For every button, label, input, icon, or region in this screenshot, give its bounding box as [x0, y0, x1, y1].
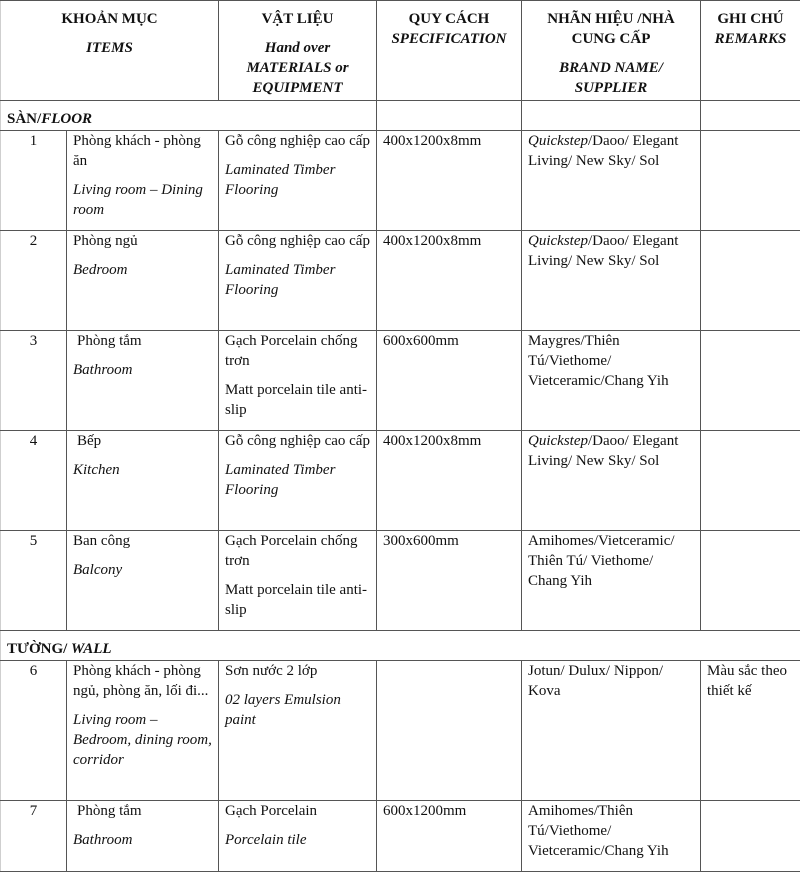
material-en: 02 layers Emulsion paint: [225, 692, 341, 728]
row-number: 4: [1, 431, 67, 531]
header-materials-en: Hand over MATERIALS or EQUIPMENT: [246, 40, 349, 96]
remarks-cell: [701, 801, 800, 872]
brand-text: Maygres/Thiên Tú/Viethome/ Vietceramic/Chang Yih: [528, 333, 669, 389]
material-en: Porcelain tile: [225, 832, 307, 848]
empty-cell: [522, 101, 701, 131]
remarks-cell: [701, 231, 800, 331]
item-cell: [67, 231, 219, 331]
item-vi: Ban công: [73, 533, 131, 549]
material-vi: Gỗ công nghiệp cao cấp: [225, 433, 370, 449]
header-materials: [219, 1, 377, 101]
row-number: 5: [1, 531, 67, 631]
brand-cell: [522, 801, 701, 872]
row-number: 2: [1, 231, 67, 331]
row-number: 6: [1, 661, 67, 801]
material-vi: Gạch Porcelain chống trơn: [225, 333, 358, 369]
table-row: [1, 131, 800, 231]
material-en: Laminated Timber Flooring: [225, 262, 336, 298]
section-title-vi: TƯỜNG/: [7, 641, 72, 657]
remarks-cell: [701, 131, 800, 231]
material-cell: [219, 131, 377, 231]
material-cell: [219, 431, 377, 531]
material-cell: [219, 661, 377, 801]
empty-cell: [701, 101, 800, 131]
header-items: [1, 1, 219, 101]
specification-cell: 400x1200x8mm: [377, 131, 522, 231]
item-en: Balcony: [73, 562, 123, 578]
brand-cell: [522, 531, 701, 631]
section-row-floor: [1, 101, 800, 131]
section-row-wall: [1, 631, 800, 661]
brand-text: /Daoo/ Elegant Living/ New Sky/ Sol: [528, 233, 679, 269]
specification-cell: [377, 661, 522, 801]
item-en: Bathroom: [73, 832, 133, 848]
empty-cell: [377, 101, 522, 131]
section-title-en: FLOOR: [41, 111, 93, 127]
specification-cell: 300x600mm: [377, 531, 522, 631]
item-cell: [67, 131, 219, 231]
item-cell: [67, 661, 219, 801]
specification-cell: 400x1200x8mm: [377, 231, 522, 331]
brand-italic: Quickstep: [528, 133, 588, 149]
header-items-en: ITEMS: [86, 40, 133, 56]
header-remarks-en: REMARKS: [714, 31, 787, 47]
header-brand-en: BRAND NAME/ SUPPLIER: [559, 60, 663, 96]
item-en: Bedroom: [73, 262, 128, 278]
brand-text: /Daoo/ Elegant Living/ New Sky/ Sol: [528, 133, 679, 169]
remarks-cell: Màu sắc theo thiết kế: [701, 661, 800, 801]
item-en: Living room – Bedroom, dining room, corridor: [73, 712, 212, 768]
table-row: [1, 231, 800, 331]
item-en: Living room – Dining room: [73, 182, 203, 218]
remarks-cell: [701, 531, 800, 631]
material-en: Laminated Timber Flooring: [225, 162, 336, 198]
brand-cell: [522, 431, 701, 531]
header-specification-en: SPECIFICATION: [391, 31, 507, 47]
item-cell: [67, 431, 219, 531]
table-row: [1, 331, 800, 431]
brand-cell: [522, 131, 701, 231]
section-title-floor: [1, 101, 377, 131]
specification-cell: 400x1200x8mm: [377, 431, 522, 531]
section-title-en: WALL: [71, 641, 112, 657]
table-row: [1, 661, 800, 801]
material-en: Matt porcelain tile anti-slip: [225, 382, 368, 418]
item-cell: [67, 331, 219, 431]
item-vi: Phòng tắm: [77, 803, 142, 819]
brand-text: Amihomes/Thiên Tú/Viethome/ Vietceramic/Chang Yih: [528, 803, 669, 859]
item-vi: Phòng ngủ: [73, 233, 138, 249]
brand-text: /Daoo/ Elegant Living/ New Sky/ Sol: [528, 433, 679, 469]
row-number: 7: [1, 801, 67, 872]
brand-cell: [522, 331, 701, 431]
brand-italic: Quickstep: [528, 433, 588, 449]
header-remarks: [701, 1, 800, 101]
specification-cell: 600x600mm: [377, 331, 522, 431]
row-number: 3: [1, 331, 67, 431]
material-vi: Gạch Porcelain chống trơn: [225, 533, 358, 569]
brand-text: Amihomes/Vietceramic/ Thiên Tú/ Viethome/ Chang Yih: [528, 533, 675, 589]
material-en: Matt porcelain tile anti-slip: [225, 582, 368, 618]
header-specification: [377, 1, 522, 101]
section-title-vi: SÀN/: [7, 111, 42, 127]
brand-text: Jotun/ Dulux/ Nippon/ Kova: [528, 663, 664, 699]
section-title-wall: [1, 631, 800, 661]
table-row: [1, 801, 800, 872]
material-cell: [219, 531, 377, 631]
item-en: Kitchen: [73, 462, 120, 478]
item-en: Bathroom: [73, 362, 133, 378]
material-cell: [219, 331, 377, 431]
header-row: [1, 1, 800, 101]
table-row: [1, 431, 800, 531]
item-vi: Bếp: [77, 433, 102, 449]
material-cell: [219, 231, 377, 331]
material-cell: [219, 801, 377, 872]
item-cell: [67, 801, 219, 872]
row-number: 1: [1, 131, 67, 231]
header-brand: [522, 1, 701, 101]
item-vi: Phòng khách - phòng ngủ, phòng ăn, lối đi...: [73, 663, 209, 699]
header-materials-vi: VẬT LIỆU: [261, 11, 334, 27]
material-vi: Gỗ công nghiệp cao cấp: [225, 133, 370, 149]
material-vi: Sơn nước 2 lớp: [225, 663, 318, 679]
item-cell: [67, 531, 219, 631]
material-vi: Gạch Porcelain: [225, 803, 318, 819]
brand-italic: Quickstep: [528, 233, 588, 249]
specification-cell: 600x1200mm: [377, 801, 522, 872]
table-row: [1, 531, 800, 631]
header-items-vi: KHOẢN MỤC: [61, 11, 158, 27]
material-en: Laminated Timber Flooring: [225, 462, 336, 498]
brand-cell: [522, 661, 701, 801]
header-remarks-vi: GHI CHÚ: [717, 11, 784, 27]
item-vi: Phòng khách - phòng ăn: [73, 133, 201, 169]
item-vi: Phòng tắm: [77, 333, 142, 349]
header-brand-vi: NHÃN HIỆU /NHÀ CUNG CẤP: [547, 11, 675, 47]
brand-cell: [522, 231, 701, 331]
header-specification-vi: QUY CÁCH: [408, 11, 490, 27]
remarks-cell: [701, 331, 800, 431]
remarks-cell: [701, 431, 800, 531]
material-vi: Gỗ công nghiệp cao cấp: [225, 233, 370, 249]
